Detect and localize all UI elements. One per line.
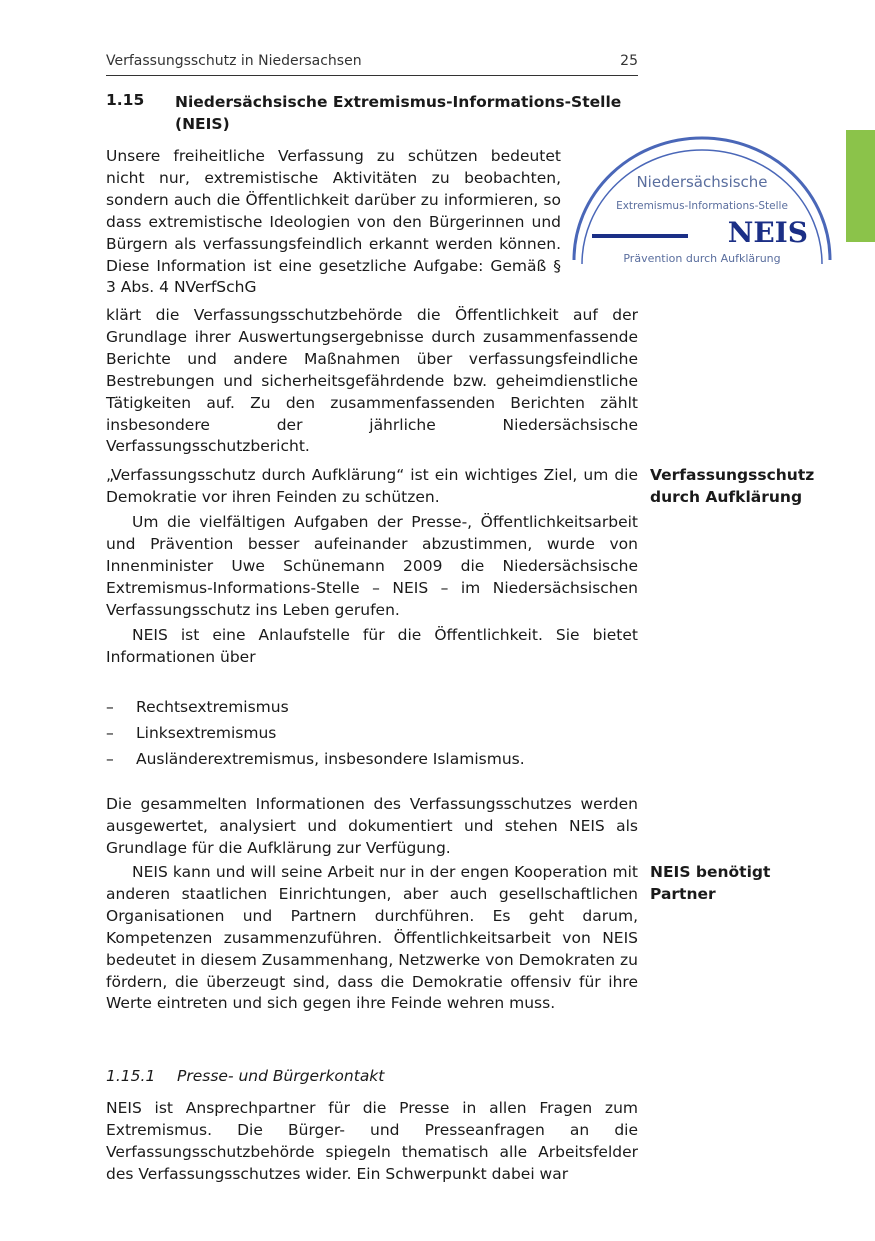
section-title-line2: (NEIS) bbox=[175, 115, 230, 133]
section-title bbox=[175, 91, 645, 135]
margin-note-partner bbox=[650, 862, 850, 906]
paragraph-kooperation: NEIS kann und will seine Arbeit nur in der engen Kooperation mit anderen staatlichen Einrichtungen, aber auch gesellschaftlichen Organisationen und Partnern durchführen. Es geht darum, Kompetenzen zusammenzuführen. Öffentlichkeitsarbeit von NEIS bedeutet in diesem Zusammenhang, Netzwerke von Demokraten zu fördern, die überzeugt sind, dass die Demokratie offensiv für ihre Werte eintreten und sich gegen ihre Feinde wehren muss. bbox=[106, 863, 638, 1013]
chapter-side-tab bbox=[846, 130, 875, 242]
logo-tagline: Prävention durch Aufklärung bbox=[623, 252, 781, 265]
list-item-label: Linksextremismus bbox=[136, 724, 277, 742]
subsection-number: 1.15.1 bbox=[106, 1067, 156, 1085]
margin-note-aufklaerung-line1: Verfassungsschutz bbox=[650, 466, 815, 484]
logo-brand: NEIS bbox=[727, 216, 808, 249]
paragraph-neis-anlaufstelle: NEIS ist eine Anlaufstelle für die Öffentlichkeit. Sie bietet Informationen über bbox=[106, 626, 638, 666]
margin-note-partner-line1: NEIS benötigt bbox=[650, 863, 771, 881]
header-rule bbox=[106, 75, 638, 76]
paragraph-aufklaerung: „Verfassungsschutz durch Aufklärung“ ist ein wichtiges Ziel, um die Demokratie vor ihren Feinden zu schützen. bbox=[106, 466, 638, 506]
list-item bbox=[106, 720, 638, 746]
paragraph-intro-wide: klärt die Verfassungsschutzbehörde die Öffentlichkeit auf der Grundlage ihrer Auswertungsergebnisse durch zusammenfassende Berichte und andere Maßnahmen über verfassungsfeindliche Bestrebungen und sicherheitsgefährdende bzw. geheimdienstliche Tätigkeiten auf. Zu den zusammenfassenden Berichten zählt insbesondere der jährliche Niedersächsische Verfassungsschutzbericht. bbox=[106, 306, 638, 456]
margin-note-partner-line2: Partner bbox=[650, 884, 716, 903]
logo-text-line2: Extremismus-Informations-Stelle bbox=[616, 200, 788, 212]
margin-note-aufklaerung bbox=[650, 465, 850, 509]
section-number: 1.15 bbox=[106, 91, 145, 109]
list-item bbox=[106, 694, 638, 720]
subsection-title: Presse- und Bürgerkontakt bbox=[177, 1067, 385, 1085]
list-item-label: Ausländerextremismus, insbesondere Islamismus. bbox=[136, 750, 525, 768]
list-dash: – bbox=[106, 724, 114, 742]
topic-list bbox=[106, 694, 638, 772]
section-title-line1: Niedersächsische Extremismus-Informations-Stelle bbox=[175, 93, 622, 111]
margin-note-aufklaerung-line2: durch Aufklärung bbox=[650, 487, 803, 506]
running-title: Verfassungsschutz in Niedersachsen bbox=[106, 53, 362, 69]
neis-logo bbox=[568, 130, 836, 270]
paragraph-presse: NEIS ist Ansprechpartner für die Presse in allen Fragen zum Extremismus. Die Bürger- und Presseanfragen an die Verfassungsschutzbehörde spiegeln thematisch alle Arbeitsfelder des Verfassungsschutzes wider. Ein Schwerpunkt dabei war bbox=[106, 1099, 638, 1183]
logo-bar bbox=[592, 234, 688, 238]
paragraph-neis-founding: Um die vielfältigen Aufgaben der Presse-, Öffentlichkeitsarbeit und Prävention besser aufeinander abzustimmen, wurde von Innenminister Uwe Schünemann 2009 die Niedersächsische Extremismus-Informations-Stelle – NEIS – im Niedersächsischen Verfassungsschutz ins Leben gerufen. bbox=[106, 513, 638, 619]
paragraph-intro-narrow: Unsere freiheitliche Verfassung zu schützen bedeutet nicht nur, extremistische Aktivitäten zu beobachten, sondern auch die Öffentlichkeit darüber zu informieren, so dass extremistische Ideologien von den Bürgerinnen und Bürgern als verfassungsfeindlich erkannt werden können. Diese Information ist eine gesetzliche Aufgabe: Gemäß § 3 Abs. 4 NVerfSchG bbox=[106, 147, 561, 297]
page-number: 25 bbox=[620, 53, 638, 69]
logo-text-line1: Niedersächsische bbox=[636, 173, 768, 191]
list-dash: – bbox=[106, 698, 114, 716]
list-item bbox=[106, 746, 638, 772]
paragraph-informationen: Die gesammelten Informationen des Verfassungsschutzes werden ausgewertet, analysiert und dokumentiert und stehen NEIS als Grundlage für die Aufklärung zur Verfügung. bbox=[106, 795, 638, 857]
list-dash: – bbox=[106, 750, 114, 768]
list-item-label: Rechtsextremismus bbox=[136, 698, 289, 716]
